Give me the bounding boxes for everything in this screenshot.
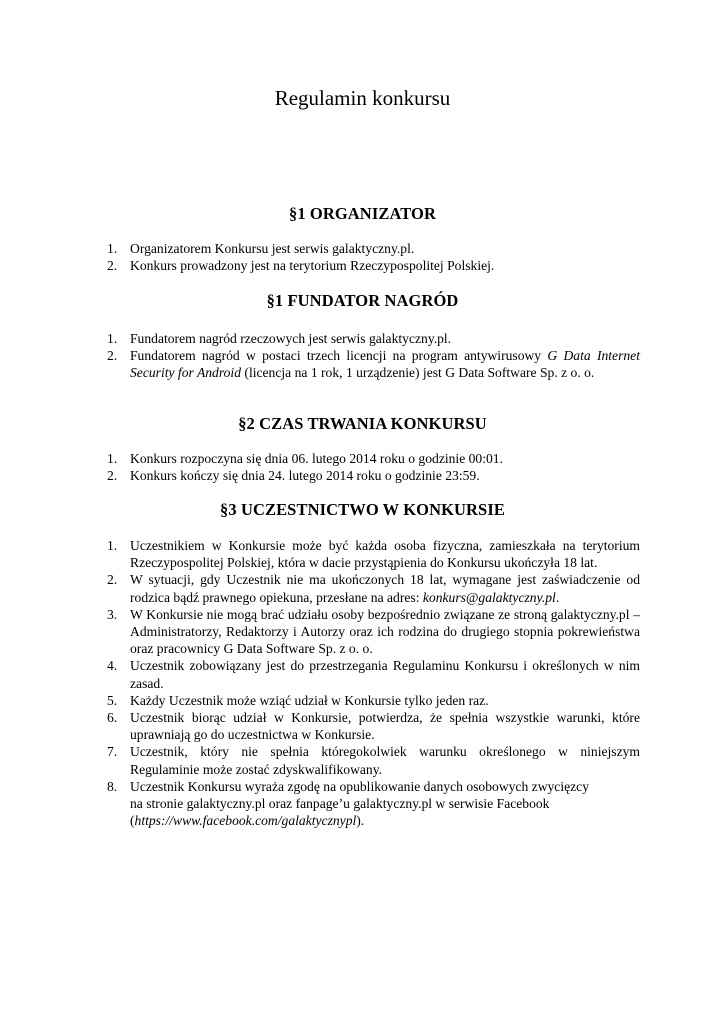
section-list-fundator bbox=[107, 330, 640, 382]
list-item-text: Każdy Uczestnik może wziąć udział w Konkursie tylko jeden raz. bbox=[130, 692, 489, 708]
list-item-number: 2. bbox=[107, 258, 118, 274]
email-address: konkurs@galaktyczny.pl bbox=[422, 589, 556, 605]
list-item-number: 2. bbox=[107, 348, 118, 364]
list-item-number: 1. bbox=[107, 538, 118, 553]
list-item-text-line-1: Uczestnik Konkursu wyraża zgodę na opublikowanie danych osobowych zwycięzcy bbox=[130, 778, 590, 794]
list-item-number: 1. bbox=[107, 451, 118, 466]
list-item-text: Uczestnik zobowiązany jest do przestrzegania Regulaminu Konkursu i określonych w nim zasad. bbox=[130, 658, 640, 691]
list-item-number: 4. bbox=[107, 658, 118, 674]
product-name: G Data Internet Security for Android bbox=[130, 348, 640, 381]
list-item-text-line-2: na stronie galaktyczny.pl oraz fanpage’u galaktyczny.pl w serwisie Facebook bbox=[130, 796, 550, 812]
list-item bbox=[107, 657, 640, 691]
list-item bbox=[107, 330, 640, 347]
list-item bbox=[107, 240, 640, 257]
list-item-text-start: Fundatorem nagród w postaci trzech licencji na program antywirusowy bbox=[130, 348, 548, 364]
list-item bbox=[107, 450, 640, 467]
list-item-number: 3. bbox=[107, 606, 118, 622]
list-item-text: Fundatorem nagród rzeczowych jest serwis galaktyczny.pl. bbox=[130, 331, 452, 346]
list-item bbox=[107, 571, 640, 605]
list-item-text: Uczestnikiem w Konkursie może być każda osoba fizyczna, zamieszkała na terytorium Rzeczypospolitej Polskiej, która w dacie przystąpienia do Konkursu ukończyła 18 lat. bbox=[130, 538, 640, 571]
list-item-number: 1. bbox=[107, 241, 118, 256]
list-item-text-start: W sytuacji, gdy Uczestnik nie ma ukończonych 18 lat, wymagane jest zaświadczenie od rodzica bądź prawnego opiekuna, przesłane na adres: bbox=[130, 572, 640, 605]
list-item-number: 2. bbox=[107, 572, 118, 588]
list-item-number: 8. bbox=[107, 778, 118, 794]
list-item-number: 5. bbox=[107, 692, 118, 708]
list-item-number: 2. bbox=[107, 468, 118, 484]
list-item-text: Konkurs rozpoczyna się dnia 06. lutego 2014 roku o godzinie 00:01. bbox=[130, 451, 503, 466]
list-item-number: 7. bbox=[107, 744, 118, 760]
section-heading-fundator: §1 FUNDATOR NAGRÓD bbox=[266, 291, 459, 310]
list-item-text: W Konkursie nie mogą brać udziału osoby bezpośrednio związane ze stroną galaktyczny.pl – Administratorzy, Redaktorzy i Autorzy oraz ich rodzina do drugiego stopnia pokrewieństwa oraz pracownicy G Data Software Sp. z o. o. bbox=[130, 606, 640, 657]
list-item-text: Konkurs kończy się dnia 24. lutego 2014 roku o godzinie 23:59. bbox=[130, 468, 480, 484]
section-list-organizator bbox=[107, 240, 640, 274]
list-item-number: 1. bbox=[107, 331, 118, 346]
list-item bbox=[107, 778, 640, 830]
list-item bbox=[107, 537, 640, 571]
list-item-text: Uczestnik biorąc udział w Konkursie, potwierdza, że spełnia wszystkie warunki, które uprawniają go do uczestnictwa w Konkursie. bbox=[130, 710, 640, 743]
section-heading-organizator: §1 ORGANIZATOR bbox=[288, 204, 436, 223]
list-item bbox=[107, 692, 640, 709]
list-item bbox=[107, 743, 640, 777]
list-item-text-end: . bbox=[555, 589, 560, 605]
list-item-text: Uczestnik, który nie spełnia któregokolwiek warunku określonego w niniejszym Regulaminie może zostać zdyskwalifikowany. bbox=[130, 744, 640, 777]
paren-open: ( bbox=[130, 813, 135, 829]
list-item bbox=[107, 257, 640, 274]
section-list-uczestnictwo bbox=[107, 537, 640, 829]
section-heading-uczestnictwo: §3 UCZESTNICTWO W KONKURSIE bbox=[220, 500, 505, 519]
list-item-text: Konkurs prowadzony jest na terytorium Rzeczypospolitej Polskiej. bbox=[130, 258, 495, 274]
list-item-number: 6. bbox=[107, 710, 118, 726]
list-item-text: Organizatorem Konkursu jest serwis galaktyczny.pl. bbox=[130, 241, 415, 256]
facebook-url: https://www.facebook.com/galaktycznypl bbox=[134, 813, 357, 829]
list-item bbox=[107, 467, 640, 484]
list-item-text-end: (licencja na 1 rok, 1 urządzenie) jest G Data Software Sp. z o. o. bbox=[241, 365, 595, 381]
section-heading-czas-trwania: §2 CZAS TRWANIA KONKURSU bbox=[238, 414, 487, 433]
list-item bbox=[107, 606, 640, 658]
section-list-czas-trwania bbox=[107, 450, 640, 484]
list-item bbox=[107, 347, 640, 381]
document-title: Regulamin konkursu bbox=[274, 86, 451, 110]
list-item bbox=[107, 709, 640, 743]
list-item-text-end: ). bbox=[356, 813, 365, 829]
